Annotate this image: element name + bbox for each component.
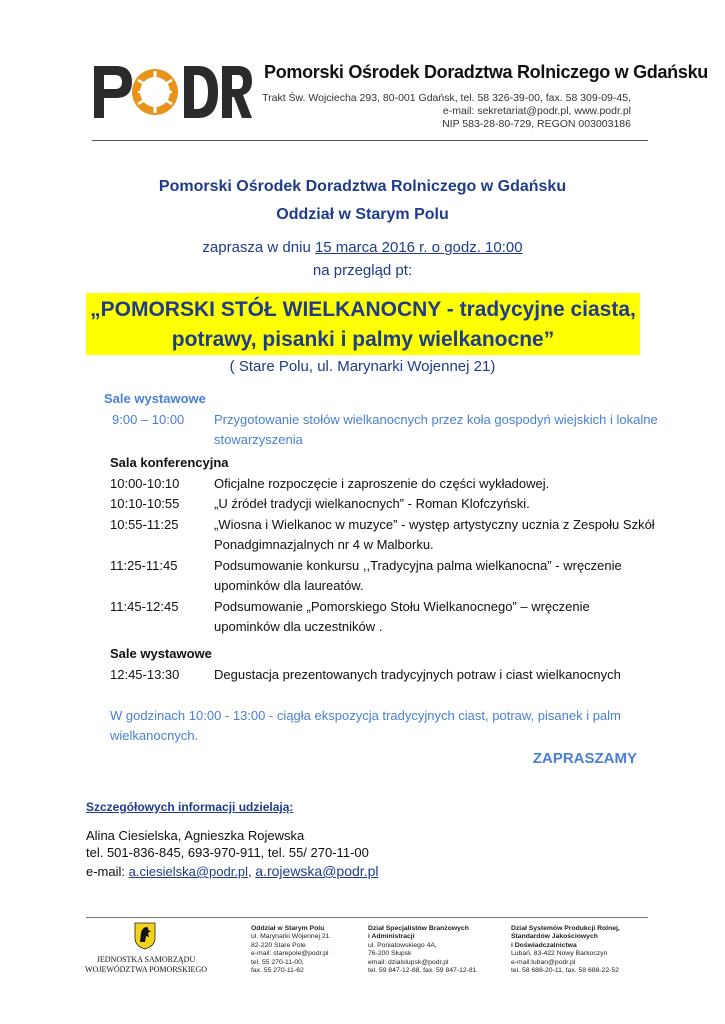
- invitation-date-line: [0, 239, 725, 256]
- program-row-time: 10:00-10:10: [110, 476, 180, 491]
- footer-col2-title-line2: i Administracji: [368, 933, 415, 941]
- footer-col2-line: 76-200 Słupsk: [368, 950, 412, 958]
- section-title-exhibition: Sale wystawowe: [104, 391, 206, 406]
- contact-heading: Szczegółowych informacji udzielają:: [86, 800, 294, 814]
- footer-col2-line: tel. 59 847-12-88, fax. 59 847-12-81: [368, 967, 477, 975]
- program-row-desc-cont: upominków dla laureatów.: [214, 578, 364, 593]
- program-row-time: 11:45-12:45: [110, 599, 179, 614]
- footer-divider: [86, 917, 648, 918]
- header-nip-line: NIP 583-28-80-729, REGON 003003186: [442, 118, 631, 130]
- contact-names: Alina Ciesielska, Agnieszka Rojewska: [86, 828, 305, 843]
- contact-email-separator: ,: [248, 864, 256, 879]
- section1-time: 9:00 – 10:00: [112, 412, 185, 427]
- program-row-desc: „Wiosna i Wielkanoc w muzyce” - występ artystyczny ucznia z Zespołu Szkół: [214, 517, 655, 532]
- header-divider: [92, 140, 648, 141]
- griffin-coat-of-arms-icon: [134, 922, 156, 950]
- podr-logo-graphic: [92, 62, 252, 120]
- program-row-time: 10:55-11:25: [110, 517, 179, 532]
- program-row-desc-cont: upominków dla uczestników .: [214, 619, 383, 634]
- footer-col-slupsk: [368, 925, 498, 975]
- organizer-name: Pomorski Ośrodek Doradztwa Rolniczego w Gdańsku: [158, 178, 567, 195]
- footer-col1-line: ul. Marynarki Wojennej 21: [251, 933, 330, 941]
- program-row-desc: Podsumowanie „Pomorskiego Stołu Wielkanocnego” – wręczenie: [214, 599, 590, 614]
- program-row-time: 11:25-11:45: [110, 558, 178, 573]
- footer-col2-line: email: dzialslupsk@podr.pl: [368, 958, 449, 966]
- footer-col1-line: fax. 55 270-11-62: [251, 967, 304, 975]
- footer-col2-line: ul. Poniatowskiego 4A,: [368, 941, 437, 949]
- program-row-desc-cont: Ponadgimnazjalnych nr 4 w Malborku.: [214, 537, 434, 552]
- email-link-ciesielska[interactable]: a.ciesielska@podr.pl: [128, 864, 249, 879]
- event-title-line2: potrawy, pisanki i palmy wielkanocne”: [171, 328, 555, 351]
- program-row-desc: „U źródeł tradycji wielkanocnych” - Roman Klofczyński.: [214, 496, 530, 511]
- invitation-date: 15 marca 2016 r. o godz. 10:00: [314, 239, 523, 256]
- contact-phones: tel. 501-836-845, 693-970-911, tel. 55/ 270-11-00: [86, 845, 369, 860]
- footer-col1-title: Oddział w Starym Polu: [251, 925, 325, 932]
- invitation-prefix: zaprasza w dniu: [202, 239, 315, 256]
- event-title-banner: [86, 293, 640, 355]
- section-title-exhibition-2: Sale wystawowe: [110, 646, 212, 661]
- header-title: Pomorski Ośrodek Doradztwa Rolniczego w Gdańsku: [264, 62, 708, 82]
- contact-email-prefix: e-mail:: [86, 864, 129, 879]
- section3-time: 12:45-13:30: [110, 667, 180, 682]
- event-title-line1: „POMORSKI STÓŁ WIELKANOCNY - tradycyjne ciasta,: [90, 298, 636, 321]
- footer-col3-title-line3: i Doświadczalnictwa: [511, 941, 577, 949]
- section1-desc-line2: stowarzyszenia: [214, 432, 303, 447]
- closing-invite: ZAPRASZAMY: [532, 750, 637, 767]
- program-row-desc: Oficjalne rozpoczęcie i zaproszenie do części wykładowej.: [214, 476, 550, 491]
- footer-col3-title-line2: Standardów Jakościowych: [511, 933, 598, 941]
- gov-label: [84, 955, 208, 975]
- footer-col1-line: e-mail: starepole@podr.pl: [251, 950, 329, 958]
- gov-line2: WOJEWÓDZTWA POMORSKIEGO: [85, 965, 207, 974]
- exposition-note-line1: W godzinach 10:00 - 13:00 - ciągła ekspozycja tradycyjnych ciast, potraw, pisanek i palm: [110, 708, 621, 723]
- footer-col3-line: Lubań, 83-422 Nowy Barkoczyn: [511, 950, 608, 958]
- section-title-conference: Sala konferencyjna: [110, 455, 229, 470]
- section3-desc: Degustacja prezentowanych tradycyjnych potraw i ciast wielkanocnych: [214, 667, 621, 682]
- footer-col-stare-pole: [251, 925, 361, 975]
- footer-col1-line: 82-220 Stare Pole: [251, 941, 306, 949]
- header-email-line: e-mail: sekretariat@podr.pl, www.podr.pl: [442, 105, 631, 117]
- footer-col3-title-line1: Dział Systemów Produkcji Rolnej,: [511, 925, 620, 932]
- footer-col-luban: [511, 925, 645, 975]
- footer-col3-line: e-mail:luban@podr.pl: [511, 958, 576, 966]
- footer-col3-line: tel. 58 688-20-11, fax. 58 688-22-52: [511, 967, 619, 975]
- email-link-rojewska[interactable]: a.rojewska@podr.pl: [255, 863, 379, 879]
- podr-logo: [92, 62, 252, 120]
- organizer-branch: Oddział w Starym Polu: [276, 206, 449, 223]
- program-row-desc: Podsumowanie konkursu ,,Tradycyjna palma wielkanocna” - wręczenie: [214, 558, 622, 573]
- header-address-line: Trakt Św. Wojciecha 293, 80-001 Gdańsk, tel. 58 326-39-00, fax. 58 309-09-45,: [262, 92, 631, 104]
- section1-desc-line1: Przygotowanie stołów wielkanocnych przez koła gospodyń wiejskich i lokalne: [214, 412, 658, 427]
- invitation-line2: na przegląd pt:: [312, 262, 413, 279]
- gov-line1: JEDNOSTKA SAMORZĄDU: [96, 955, 196, 964]
- footer-col2-title-line1: Dział Specjalistów Branżowych: [368, 925, 469, 932]
- program-row-time: 10:10-10:55: [110, 496, 180, 511]
- contact-email-line: [86, 861, 378, 882]
- event-location: ( Stare Polu, ul. Marynarki Wojennej 21): [229, 358, 496, 375]
- exposition-note-line2: wielkanocnych.: [110, 728, 199, 743]
- footer-col1-line: tel. 55 270-11-00,: [251, 958, 304, 966]
